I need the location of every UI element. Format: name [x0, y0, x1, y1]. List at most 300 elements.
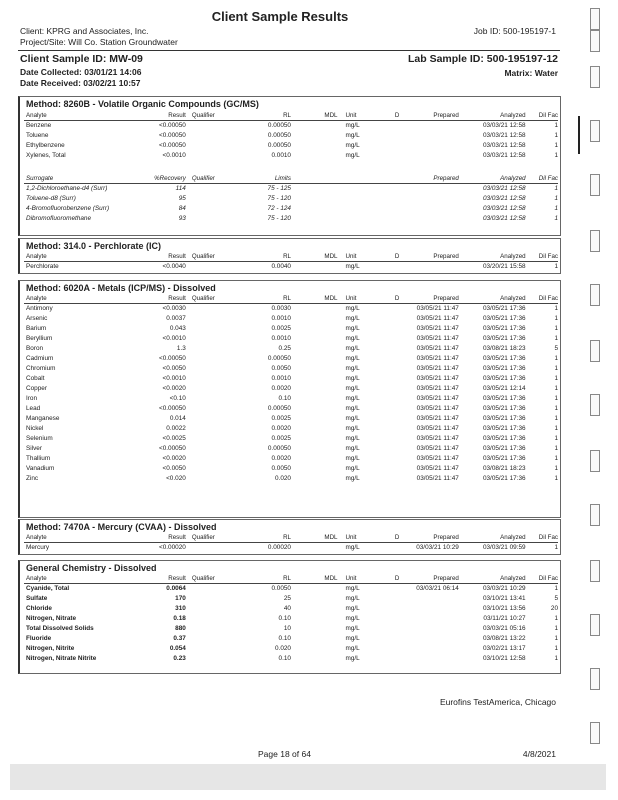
cell-mdl: MDL: [291, 111, 338, 121]
cell-qualifier: [186, 444, 245, 454]
cell-dil-fac: 20: [550, 605, 558, 612]
voc-table: [24, 111, 558, 161]
cell-rl: 0.0010: [271, 152, 291, 159]
cell-analyzed: Analyzed: [459, 533, 526, 543]
table-row: [24, 364, 558, 374]
cell-d: [390, 131, 404, 141]
cell-prepared: [404, 604, 459, 614]
cell-analyzed: 03/10/21 13:41: [482, 595, 526, 602]
cell-rl: 0.0050: [271, 465, 291, 472]
cell-prepared: 03/03/21 06:14: [416, 585, 459, 592]
voc-surrogate-table: [24, 174, 558, 224]
cell-analyzed: 03/11/21 10:27: [483, 615, 526, 622]
cell-analyzed: Analyzed: [459, 574, 526, 584]
cell-qualifier: [186, 194, 245, 204]
cell-rl: 0.0020: [271, 455, 291, 462]
cell-qualifier: [186, 654, 245, 664]
cell-qualifier: [186, 414, 245, 424]
table-header: [24, 533, 558, 543]
cell-rl: 0.10: [278, 635, 291, 642]
voc-title: Method: 8260B - Volatile Organic Compounds (GC/MS): [26, 99, 259, 109]
general-table: [24, 574, 558, 664]
cell-rl: 0.10: [278, 615, 291, 622]
cell-prepared: 03/05/21 11:47: [416, 445, 459, 452]
cell-mdl: MDL: [291, 574, 338, 584]
cell-analyzed: 03/05/21 12:14: [482, 385, 526, 392]
cell-rl: 0.0010: [271, 335, 291, 342]
cell-d: [390, 334, 404, 344]
cell-analyte: 1,2-Dichloroethane-d4 (Surr): [26, 185, 108, 192]
cell-d: [390, 434, 404, 444]
perchlorate-title: Method: 314.0 - Perchlorate (IC): [26, 241, 162, 251]
cell-unit: mg/L: [345, 122, 360, 129]
cell-analyzed: 03/05/21 17:36: [482, 405, 526, 412]
table-row: [24, 121, 558, 132]
cell-mdl: [291, 414, 338, 424]
cell-analyte: Analyte: [24, 533, 145, 543]
cell-unit: mg/L: [345, 455, 360, 462]
cell-prepared: 03/05/21 11:47: [416, 315, 459, 322]
cell-analyte: Total Dissolved Solids: [26, 625, 94, 632]
cell-dil-fac: 1: [554, 415, 558, 422]
cell-analyzed: 03/05/21 17:36: [482, 455, 526, 462]
cell-qualifier: [186, 594, 245, 604]
job-id: Job ID: 500-195197-1: [473, 26, 556, 36]
cell-unit: [338, 184, 391, 195]
table-row: [24, 454, 558, 464]
cell-rl: 72 - 124: [267, 205, 291, 212]
cell-mdl: [291, 121, 338, 132]
cell-qualifier: [186, 634, 245, 644]
cell-analyzed: Analyzed: [459, 174, 526, 184]
table-row: [24, 584, 558, 595]
table-row: [24, 334, 558, 344]
table-row: [24, 624, 558, 634]
lab-sample-id: Lab Sample ID: 500-195197-12: [408, 53, 558, 65]
table-row: [24, 634, 558, 644]
cell-d: [390, 141, 404, 151]
cell-d: [390, 543, 404, 554]
cell-analyzed: 03/05/21 17:36: [482, 365, 526, 372]
cell-analyzed: 03/05/21 17:36: [482, 355, 526, 362]
cell-mdl: [291, 543, 338, 554]
cell-analyzed: Analyzed: [459, 111, 526, 121]
cell-dil-fac: 1: [554, 435, 558, 442]
cell-analyzed: 03/05/21 17:36: [482, 325, 526, 332]
table-row: [24, 354, 558, 364]
cell-mdl: [291, 131, 338, 141]
cell-qualifier: [186, 324, 245, 334]
cell-rl: 0.00050: [267, 132, 291, 139]
cell-result: 0.014: [169, 415, 186, 422]
cell-rl: 75 - 120: [267, 215, 291, 222]
perchlorate-table: [24, 252, 558, 272]
cell-analyte: Iron: [26, 395, 38, 402]
cell-analyte: Mercury: [26, 544, 50, 551]
cell-unit: Unit: [338, 111, 391, 121]
cell-mdl: [291, 214, 338, 224]
table-header: [24, 294, 558, 304]
cell-analyzed: 03/03/21 12:58: [482, 132, 526, 139]
binder-tab: [590, 30, 600, 52]
cell-dil-fac: 1: [554, 465, 558, 472]
surrogate-header: [24, 174, 558, 184]
cell-mdl: [291, 654, 338, 664]
cell-d: [390, 414, 404, 424]
cell-d: [390, 194, 404, 204]
cell-mdl: [291, 404, 338, 414]
cell-result: 114: [175, 185, 186, 192]
cell-result: 1.3: [176, 345, 186, 352]
cell-analyte: Toluene-d8 (Surr): [26, 195, 76, 202]
cell-qualifier: [186, 214, 245, 224]
cell-qualifier: [186, 354, 245, 364]
cell-result: 0.18: [173, 615, 186, 622]
cell-analyzed: Analyzed: [459, 252, 526, 262]
cell-result: Result: [145, 111, 185, 121]
cell-rl: 0.00050: [267, 142, 291, 149]
surrogate-row: [24, 214, 558, 224]
cell-result: 95: [178, 195, 186, 202]
cell-result: <0.020: [166, 475, 186, 482]
cell-qualifier: [186, 604, 245, 614]
table-row: [24, 414, 558, 424]
cell-prepared: [404, 594, 459, 604]
cell-dil-fac: 1: [554, 635, 558, 642]
cell-prepared: 03/05/21 11:47: [416, 385, 459, 392]
cell-analyte: Nitrogen, Nitrate: [26, 615, 77, 622]
cell-analyte: Sulfate: [26, 595, 48, 602]
cell-rl: 10: [283, 625, 291, 632]
cell-d: [390, 594, 404, 604]
table-row: [24, 314, 558, 324]
cell-analyzed: 03/08/21 13:22: [482, 635, 526, 642]
cell-qualifier: [186, 584, 245, 595]
cell-prepared: [404, 141, 459, 151]
table-row: [24, 543, 558, 554]
cell-mdl: MDL: [291, 252, 338, 262]
cell-unit: [338, 214, 391, 224]
cell-analyte: Cyanide, Total: [26, 585, 70, 592]
date-collected: Date Collected: 03/01/21 14:06: [20, 67, 142, 77]
mercury-section: [18, 519, 561, 555]
cell-mdl: [291, 344, 338, 354]
cell-qualifier: Qualifier: [186, 111, 245, 121]
cell-rl: 0.0020: [271, 385, 291, 392]
cell-dil-fac: 1: [554, 455, 558, 462]
cell-unit: mg/L: [345, 655, 360, 662]
cell-rl: 0.00050: [267, 445, 291, 452]
cell-unit: Unit: [338, 294, 391, 304]
cell-result: <0.0040: [162, 263, 186, 270]
cell-unit: mg/L: [345, 605, 360, 612]
cell-mdl: [291, 194, 338, 204]
cell-analyte: Toluene: [26, 132, 49, 139]
cell-prepared: [404, 194, 459, 204]
cell-rl: 0.0025: [271, 415, 291, 422]
binder-tab: [590, 284, 600, 306]
cell-mdl: [291, 174, 338, 184]
table-row: [24, 464, 558, 474]
cell-unit: mg/L: [345, 152, 360, 159]
cell-analyzed: 03/03/21 12:58: [482, 215, 526, 222]
general-title: General Chemistry - Dissolved: [26, 563, 157, 573]
cell-analyte: Perchlorate: [26, 263, 59, 270]
cell-prepared: [404, 644, 459, 654]
cell-mdl: [291, 474, 338, 484]
cell-mdl: [291, 314, 338, 324]
cell-d: D: [390, 574, 404, 584]
table-row: [24, 384, 558, 394]
cell-result: %Recovery: [145, 174, 185, 184]
cell-result: 0.37: [173, 635, 186, 642]
cell-mdl: MDL: [291, 533, 338, 543]
cell-analyzed: 03/03/21 12:58: [482, 195, 526, 202]
cell-analyzed: 03/03/21 12:58: [482, 185, 526, 192]
cell-dil-fac: 1: [554, 655, 558, 662]
cell-prepared: 03/05/21 11:47: [416, 415, 459, 422]
cell-unit: mg/L: [345, 635, 360, 642]
cell-analyzed: 03/05/21 17:36: [482, 435, 526, 442]
perchlorate-section: [18, 238, 561, 274]
cell-qualifier: [186, 644, 245, 654]
date-received: Date Received: 03/02/21 10:57: [20, 78, 141, 88]
cell-analyzed: 03/03/21 12:58: [482, 152, 526, 159]
cell-analyte: Analyte: [24, 111, 145, 121]
page-number: Page 18 of 64: [258, 749, 311, 759]
binder-tab: [590, 504, 600, 526]
cell-dil-fac: 1: [554, 445, 558, 452]
table-row: [24, 604, 558, 614]
cell-dil-fac: 1: [554, 142, 558, 149]
cell-d: [390, 624, 404, 634]
cell-result: Result: [145, 252, 185, 262]
cell-qualifier: [186, 314, 245, 324]
cell-result: 0.0037: [166, 315, 186, 322]
cell-analyzed: 03/05/21 17:36: [482, 305, 526, 312]
cell-d: [390, 214, 404, 224]
table-row: [24, 594, 558, 604]
cell-analyte: Benzene: [26, 122, 52, 129]
cell-analyzed: 03/05/21 17:36: [482, 445, 526, 452]
cell-dil-fac: 1: [554, 132, 558, 139]
cell-unit: mg/L: [345, 595, 360, 602]
cell-unit: mg/L: [345, 375, 360, 382]
cell-unit: mg/L: [345, 625, 360, 632]
cell-d: D: [390, 252, 404, 262]
cell-prepared: Prepared: [404, 533, 459, 543]
cell-rl: 0.00050: [267, 122, 291, 129]
cell-analyte: Chloride: [26, 605, 52, 612]
cell-dil-fac: 1: [554, 205, 558, 212]
cell-mdl: [291, 454, 338, 464]
cell-result: 84: [178, 205, 186, 212]
metals-title: Method: 6020A - Metals (ICP/MS) - Dissolved: [26, 283, 216, 293]
cell-unit: [338, 174, 391, 184]
cell-mdl: [291, 364, 338, 374]
cell-qualifier: Qualifier: [186, 533, 245, 543]
cell-prepared: [404, 151, 459, 161]
cell-analyzed: 03/05/21 17:36: [482, 425, 526, 432]
cell-dil-fac: 1: [554, 263, 558, 270]
cell-analyzed: 03/05/21 17:36: [482, 375, 526, 382]
cell-analyte: Cadmium: [26, 355, 54, 362]
cell-mdl: MDL: [291, 294, 338, 304]
scan-footer-bar: [10, 764, 606, 790]
cell-dil-fac: 1: [554, 215, 558, 222]
cell-qualifier: [186, 464, 245, 474]
cell-rl: 0.020: [274, 475, 291, 482]
lab-name: Eurofins TestAmerica, Chicago: [439, 697, 556, 707]
cell-prepared: 03/05/21 11:47: [416, 375, 459, 382]
table-row: [24, 474, 558, 484]
cell-mdl: [291, 304, 338, 315]
cell-unit: mg/L: [345, 335, 360, 342]
cell-result: <0.00020: [158, 544, 186, 551]
cell-prepared: 03/05/21 11:47: [416, 435, 459, 442]
cell-d: [390, 394, 404, 404]
cell-qualifier: [186, 184, 245, 195]
cell-result: 0.043: [169, 325, 186, 332]
table-row: [24, 654, 558, 664]
cell-analyte: Boron: [26, 345, 44, 352]
cell-dil-fac: Dil Fac: [526, 174, 558, 184]
cell-analyte: Lead: [26, 405, 41, 412]
metals-section: [18, 280, 561, 518]
cell-analyte: Analyte: [24, 574, 145, 584]
cell-mdl: [291, 334, 338, 344]
cell-prepared: Prepared: [404, 111, 459, 121]
cell-dil-fac: 1: [554, 195, 558, 202]
cell-result: <0.0020: [162, 385, 186, 392]
cell-unit: mg/L: [345, 415, 360, 422]
cell-result: Result: [145, 533, 185, 543]
cell-rl: 0.00050: [267, 405, 291, 412]
cell-qualifier: [186, 624, 245, 634]
table-row: [24, 151, 558, 161]
table-row: [24, 131, 558, 141]
cell-unit: mg/L: [345, 355, 360, 362]
cell-d: [390, 184, 404, 195]
cell-d: [390, 174, 404, 184]
cell-prepared: [404, 204, 459, 214]
cell-unit: mg/L: [345, 395, 360, 402]
binder-tab: [590, 614, 600, 636]
general-chemistry-section: [18, 560, 561, 674]
cell-result: <0.0010: [162, 375, 186, 382]
cell-prepared: [404, 654, 459, 664]
binder-tab: [590, 66, 600, 88]
table-row: [24, 304, 558, 315]
cell-d: [390, 444, 404, 454]
cell-mdl: [291, 624, 338, 634]
cell-result: <0.0025: [162, 435, 186, 442]
cell-analyte: Fluoride: [26, 635, 52, 642]
cell-rl: 0.020: [274, 645, 291, 652]
cell-d: [390, 654, 404, 664]
cell-mdl: [291, 394, 338, 404]
binder-tab: [590, 340, 600, 362]
cell-analyte: Antimony: [26, 305, 53, 312]
cell-analyte: 4-Bromofluorobenzene (Surr): [26, 205, 110, 212]
table-row: [24, 262, 558, 273]
cell-d: [390, 262, 404, 273]
cell-analyte: Xylenes, Total: [26, 152, 66, 159]
cell-mdl: [291, 644, 338, 654]
cell-result: <0.0030: [162, 305, 186, 312]
cell-unit: mg/L: [345, 325, 360, 332]
cell-analyzed: 03/03/21 12:58: [482, 142, 526, 149]
cell-analyzed: 03/10/21 12:58: [482, 655, 526, 662]
cell-analyzed: 03/03/21 05:16: [482, 625, 526, 632]
cell-d: [390, 151, 404, 161]
cell-d: [390, 324, 404, 334]
cell-analyte: Copper: [26, 385, 47, 392]
cell-qualifier: [186, 151, 245, 161]
cell-analyte: Barium: [26, 325, 47, 332]
cell-analyzed: Analyzed: [459, 294, 526, 304]
cell-mdl: [291, 374, 338, 384]
cell-dil-fac: 1: [554, 335, 558, 342]
matrix: Matrix: Water: [504, 68, 558, 78]
cell-analyzed: 03/05/21 17:36: [482, 395, 526, 402]
cell-mdl: [291, 634, 338, 644]
cell-analyte: Analyte: [24, 252, 145, 262]
cell-qualifier: [186, 374, 245, 384]
cell-dil-fac: 5: [554, 595, 558, 602]
cell-rl: 0.00020: [267, 544, 291, 551]
cell-analyte: Surrogate: [24, 174, 145, 184]
table-row: [24, 614, 558, 624]
cell-d: [390, 204, 404, 214]
cell-mdl: [291, 384, 338, 394]
cell-mdl: [291, 151, 338, 161]
cell-prepared: 03/05/21 11:47: [416, 395, 459, 402]
binder-tab: [590, 722, 600, 744]
cell-result: 310: [175, 605, 186, 612]
cell-rl: 0.10: [278, 395, 291, 402]
cell-result: 0.0022: [166, 425, 186, 432]
table-row: [24, 404, 558, 414]
cell-result: 93: [178, 215, 186, 222]
table-row: [24, 324, 558, 334]
cell-analyte: Vanadium: [26, 465, 55, 472]
metals-table: [24, 294, 558, 484]
table-row: [24, 444, 558, 454]
cell-mdl: [291, 141, 338, 151]
cell-result: Result: [145, 574, 185, 584]
cell-dil-fac: 1: [554, 425, 558, 432]
cell-prepared: 03/05/21 11:47: [416, 345, 459, 352]
cell-d: [390, 304, 404, 315]
cell-mdl: [291, 262, 338, 273]
cell-analyte: Beryllium: [26, 335, 53, 342]
cell-result: <0.00050: [158, 445, 186, 452]
cell-dil-fac: 1: [554, 355, 558, 362]
cell-prepared: [404, 262, 459, 273]
cell-analyzed: 03/10/21 13:56: [482, 605, 526, 612]
cell-dil-fac: 1: [554, 615, 558, 622]
cell-result: <0.00050: [158, 405, 186, 412]
binder-tab: [590, 668, 600, 690]
cell-unit: mg/L: [345, 645, 360, 652]
cell-dil-fac: 5: [554, 345, 558, 352]
project-site: Project/Site: Will Co. Station Groundwater: [20, 37, 178, 47]
table-row: [24, 344, 558, 354]
table-row: [24, 374, 558, 384]
cell-unit: mg/L: [345, 445, 360, 452]
cell-analyte: Selenium: [26, 435, 53, 442]
